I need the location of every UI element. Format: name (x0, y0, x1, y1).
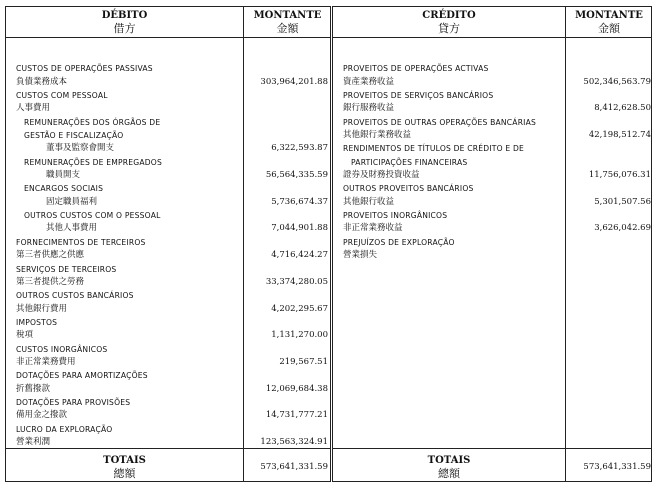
debit-row-label: IMPOSTOS (16, 317, 58, 327)
debit-row-amount: 4,202,295.67 (271, 303, 328, 314)
debit-amount-title: MONTANTE (253, 10, 322, 21)
debit-title: DÉBITO (101, 10, 148, 21)
debit-row-amount: 123,563,324.91 (260, 436, 328, 447)
credit-total-title-zh: 總額 (438, 467, 460, 480)
debit-table-row (6, 142, 330, 155)
credit-amount-title: MONTANTE (575, 10, 643, 21)
debit-table-row (6, 129, 330, 142)
debit-row-amount: 12,069,684.38 (265, 383, 328, 394)
debit-row-amount: 1,131,270.00 (271, 330, 328, 341)
credit-row-label: PREJUÍZOS DE EXPLORAÇÃO (343, 237, 455, 247)
debit-table-row (6, 169, 330, 182)
footer-rule (333, 448, 651, 449)
credit-row-label: 非正常業務收益 (343, 223, 403, 234)
credit-table-row (333, 49, 651, 62)
debit-row-amount: 4,716,424.27 (271, 250, 328, 261)
debit-table-row (6, 329, 330, 342)
debit-row-label: ENCARGOS SOCIAIS (24, 184, 104, 194)
credit-panel (332, 6, 652, 482)
credit-row-amount: 8,412,628.50 (594, 103, 651, 114)
credit-amount-title-zh: 金額 (598, 22, 620, 35)
debit-table-row (6, 182, 330, 195)
debit-table-row (6, 356, 330, 369)
debit-table-row (6, 316, 330, 329)
debit-panel (5, 6, 331, 482)
debit-row-label: REMUNERAÇÕES DOS ÓRGÃOS DE (24, 117, 161, 127)
debit-total-amount: 573,641,331.59 (260, 462, 328, 472)
debit-table-row (6, 222, 330, 235)
debit-row-label: GESTÃO E FISCALIZAÇÃO (24, 131, 124, 141)
credit-table-row (333, 142, 651, 155)
debit-row-label: CUSTOS INORGÂNICOS (16, 344, 108, 354)
credit-table-row (333, 196, 651, 209)
credit-table-row (333, 236, 651, 249)
debit-total-title-zh: 總額 (113, 467, 136, 480)
debit-row-label: 備用金之撥款 (16, 410, 68, 421)
credit-row-label: 證券及財務投資收益 (343, 170, 420, 181)
debit-table-row (6, 423, 330, 436)
credit-table-row (333, 222, 651, 235)
credit-row-label: PROVEITOS DE OPERAÇÕES ACTIVAS (343, 64, 489, 74)
credit-table-row (333, 156, 651, 169)
debit-amount-title-zh: 金額 (276, 22, 299, 35)
debit-row-amount: 7,044,901.88 (271, 223, 328, 234)
debit-row-label: 折舊撥款 (16, 383, 51, 394)
debit-table-row (6, 289, 330, 302)
credit-header (333, 9, 565, 35)
credit-table-row (333, 249, 651, 262)
debit-rows (6, 49, 330, 449)
credit-row-amount: 5,301,507.56 (594, 196, 651, 207)
credit-row-amount: 42,198,512.74 (588, 130, 651, 141)
credit-total-title: TOTAIS (427, 455, 471, 466)
debit-row-label: 第三者提供之勞務 (16, 276, 85, 287)
credit-row-label: PARTICIPAÇÕES FINANCEIRAS (351, 157, 468, 167)
debit-row-label: DOTAÇÕES PARA PROVISÕES (16, 397, 131, 407)
debit-row-label: 固定職員福利 (46, 196, 98, 207)
debit-table-row (6, 236, 330, 249)
debit-table-row (6, 196, 330, 209)
debit-row-label: CUSTOS COM PESSOAL (16, 91, 108, 101)
credit-table-row (333, 182, 651, 195)
credit-table-row (333, 116, 651, 129)
debit-table-row (6, 156, 330, 169)
debit-row-label: OUTROS CUSTOS COM O PESSOAL (24, 211, 161, 221)
debit-total-label (6, 454, 243, 480)
credit-row-label: 銀行服務收益 (343, 103, 395, 114)
debit-row-label: 第三者供應之供應 (16, 250, 85, 261)
debit-total-title: TOTAIS (103, 455, 146, 466)
debit-row-amount: 56,564,335.59 (265, 170, 328, 181)
debit-table-row (6, 396, 330, 409)
credit-title: CRÉDITO (422, 10, 476, 21)
debit-row-label: FORNECIMENTOS DE TERCEIROS (16, 237, 146, 247)
debit-table-row (6, 303, 330, 316)
header-rule (333, 37, 651, 38)
credit-table-row (333, 102, 651, 115)
debit-row-label: 其他銀行費用 (16, 303, 68, 314)
debit-amount-header (243, 9, 332, 35)
credit-row-label: RENDIMENTOS DE TÍTULOS DE CRÉDITO E DE (343, 144, 525, 154)
credit-table-row (333, 76, 651, 89)
debit-row-amount: 14,731,777.21 (265, 410, 328, 421)
debit-table-row (6, 436, 330, 449)
credit-table-row (333, 209, 651, 222)
credit-row-label: 資產業務收益 (343, 76, 395, 87)
credit-total-amount: 573,641,331.59 (583, 462, 651, 472)
debit-row-label: OUTROS CUSTOS BANCÁRIOS (16, 291, 134, 301)
credit-rows (333, 49, 651, 263)
debit-table-row (6, 62, 330, 75)
debit-row-amount: 219,567.51 (279, 356, 328, 367)
credit-table-row (333, 129, 651, 142)
debit-row-label: CUSTOS DE OPERAÇÕES PASSIVAS (16, 64, 153, 74)
credit-total-label (333, 454, 565, 480)
credit-row-label: OUTROS PROVEITOS BANCÁRIOS (343, 184, 474, 194)
debit-title-zh: 借方 (113, 22, 136, 35)
credit-title-zh: 貸方 (438, 22, 460, 35)
credit-row-label: PROVEITOS DE OUTRAS OPERAÇÕES BANCÁRIAS (343, 117, 537, 127)
debit-row-label: DOTAÇÕES PARA AMORTIZAÇÕES (16, 371, 148, 381)
debit-row-amount: 5,736,674.37 (271, 196, 328, 207)
credit-table-row (333, 62, 651, 75)
debit-table-row (6, 383, 330, 396)
credit-row-amount: 3,626,042.69 (594, 223, 651, 234)
debit-table-row (6, 343, 330, 356)
debit-table-row (6, 89, 330, 102)
debit-row-label: 營業利潤 (16, 436, 51, 447)
debit-row-amount: 6,322,593.87 (271, 143, 328, 154)
credit-row-label: PROVEITOS DE SERVIÇOS BANCÁRIOS (343, 91, 494, 101)
credit-row-amount: 11,756,076.31 (588, 170, 651, 181)
debit-row-label: REMUNERAÇÕES DE EMPREGADOS (24, 157, 162, 167)
credit-row-amount: 502,346,563.79 (583, 76, 651, 87)
credit-row-label: PROVEITOS INORGÂNICOS (343, 211, 448, 221)
debit-table-row (6, 263, 330, 276)
debit-table-row (6, 209, 330, 222)
debit-table-row (6, 369, 330, 382)
debit-row-label: 非正常業務費用 (16, 356, 76, 367)
debit-table-row (6, 276, 330, 289)
debit-row-label: 人事費用 (16, 103, 51, 114)
debit-row-label: SERVIÇOS DE TERCEIROS (16, 264, 117, 274)
debit-table-row (6, 102, 330, 115)
debit-row-label: 其他人事費用 (46, 223, 98, 234)
header-rule (6, 37, 330, 38)
debit-header (6, 9, 243, 35)
credit-amount-header (565, 9, 653, 35)
debit-row-label: 稅項 (16, 330, 34, 341)
credit-table-row (333, 169, 651, 182)
debit-row-label: 董事及監察會開支 (46, 143, 115, 154)
debit-table-row (6, 49, 330, 62)
debit-row-amount: 33,374,280.05 (265, 276, 328, 287)
debit-table-row (6, 116, 330, 129)
debit-table-row (6, 409, 330, 422)
credit-row-label: 其他銀行收益 (343, 196, 395, 207)
credit-table-row (333, 89, 651, 102)
credit-row-label: 其他銀行業務收益 (343, 130, 412, 141)
debit-table-row (6, 249, 330, 262)
debit-row-label: LUCRO DA EXPLORAÇÃO (16, 424, 113, 434)
debit-row-label: 職員開支 (46, 170, 81, 181)
debit-row-label: 負債業務成本 (16, 76, 68, 87)
credit-row-label: 營業損失 (343, 250, 378, 261)
debit-row-amount: 303,964,201.88 (260, 76, 328, 87)
debit-table-row (6, 76, 330, 89)
